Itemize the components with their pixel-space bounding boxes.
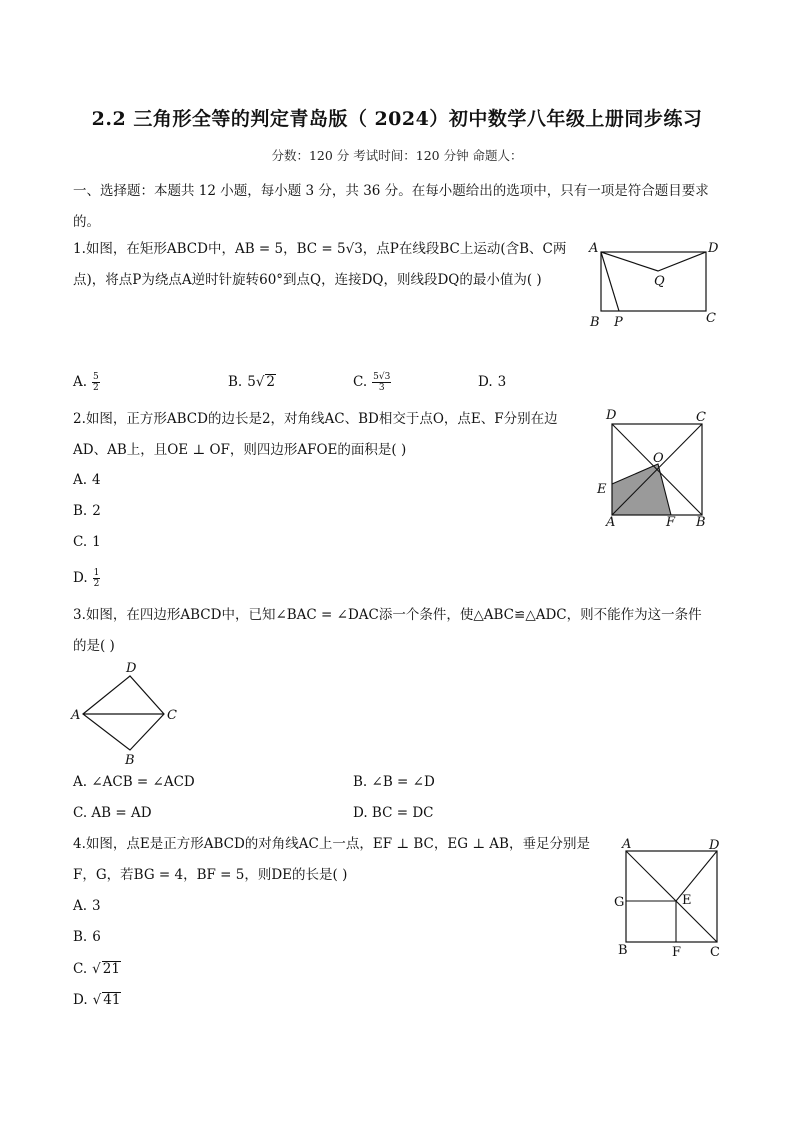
question-4 — [73, 829, 593, 891]
diagonal-ac — [626, 851, 717, 942]
question-1-figure — [582, 238, 722, 333]
q1-option-b[interactable]: B. 5√ 2 — [228, 374, 276, 390]
q2-option-a[interactable]: A. 4 — [73, 472, 101, 488]
label-b: B — [125, 753, 135, 768]
question-2-line1: 2.如图，正方形ABCD的边长是2，对角线AC、BD相交于点O，点E、F分别在边 — [73, 411, 558, 427]
label-g: G — [614, 895, 625, 910]
question-2-figure — [592, 405, 720, 531]
label-c: C — [710, 945, 720, 960]
segment-ap — [601, 252, 619, 311]
q2-option-d[interactable]: D. $\frac{1}{2}$ — [73, 568, 100, 589]
q4-option-b[interactable]: B. 6 — [73, 929, 101, 945]
label-c: C — [706, 311, 716, 326]
q1-option-c[interactable]: C. $\frac{5√3}{3}$ — [353, 372, 391, 393]
q1-option-d[interactable]: D. 3 — [478, 374, 507, 390]
question-4-line2: F，G，若BG = 4，BF = 5，则DE的长是( ) — [73, 867, 348, 883]
section-heading-line2: 的。 — [73, 214, 100, 230]
label-c: C — [167, 708, 177, 723]
question-4-figure — [606, 834, 730, 962]
q1-option-a[interactable]: A. $\frac{5}{2}$ — [73, 372, 99, 393]
section-heading-line1: 一、选择题：本题共 12 小题，每小题 3 分，共 36 分。在每小题给出的选项中，只有一项是符合题目要求 — [73, 183, 709, 199]
q4-option-c[interactable]: C. √ 21 — [73, 961, 120, 977]
label-d: D — [708, 241, 719, 256]
question-1-line2: 点)，将点P为绕点A逆时针旋转60°到点Q，连接DQ，则线段DQ的最小值为( ) — [73, 272, 542, 288]
question-3-figure — [66, 656, 186, 768]
question-3 — [73, 600, 723, 662]
label-a: A — [622, 837, 632, 852]
question-2 — [73, 404, 573, 466]
label-q: Q — [654, 274, 665, 289]
label-b: B — [618, 943, 628, 958]
page-title: 2.2 三角形全等的判定青岛版（ 2024）初中数学八年级上册同步练习 — [91, 108, 703, 130]
question-2-line2: AD、AB上，且OE ⊥ OF，则四边形AFOE的面积是( ) — [73, 442, 407, 458]
question-3-line1: 3.如图，在四边形ABCD中，已知∠BAC = ∠DAC添一个条件，使△ABC≌△ADC，则不能作为这一条件 — [73, 607, 702, 623]
label-f: F — [666, 515, 676, 530]
q3-option-b[interactable]: B. ∠B = ∠D — [353, 774, 435, 790]
label-d: D — [709, 838, 720, 853]
q3-option-c[interactable]: C. AB = AD — [73, 805, 152, 821]
q2-option-b[interactable]: B. 2 — [73, 503, 101, 519]
segments-ge-ef — [626, 901, 676, 942]
label-e: E — [682, 893, 692, 908]
q3-option-a[interactable]: A. ∠ACB = ∠ACD — [73, 774, 195, 790]
label-e: E — [597, 482, 607, 497]
label-a: A — [606, 515, 616, 530]
question-4-line1: 4.如图，点E是正方形ABCD的对角线AC上一点，EF ⊥ BC，EG ⊥ AB，垂足分别是 — [73, 836, 590, 852]
label-o: O — [653, 451, 664, 466]
label-p: P — [614, 315, 623, 330]
label-b: B — [696, 515, 706, 530]
section-heading — [73, 176, 723, 238]
q3-option-d[interactable]: D. BC = DC — [353, 805, 434, 821]
q4-option-a[interactable]: A. 3 — [73, 898, 101, 914]
question-1 — [73, 234, 573, 296]
question-3-line2: 的是( ) — [73, 638, 115, 654]
q4-option-d[interactable]: D. √ 41 — [73, 992, 121, 1008]
label-d: D — [126, 661, 137, 676]
label-d: D — [606, 408, 617, 423]
quadrilateral-abcd — [83, 676, 164, 750]
label-b: B — [590, 315, 600, 330]
question-1-line1: 1.如图，在矩形ABCD中，AB = 5，BC = 5√3，点P在线段BC上运动(含B、C两 — [73, 241, 567, 257]
path-aqd — [601, 252, 706, 271]
label-f: F — [672, 945, 682, 960]
q2-option-c[interactable]: C. 1 — [73, 534, 101, 550]
label-c: C — [696, 410, 706, 425]
label-a: A — [71, 708, 81, 723]
page-subtitle: 分数：120 分 考试时间：120 分钟 命题人： — [271, 148, 523, 163]
label-a: A — [589, 241, 599, 256]
